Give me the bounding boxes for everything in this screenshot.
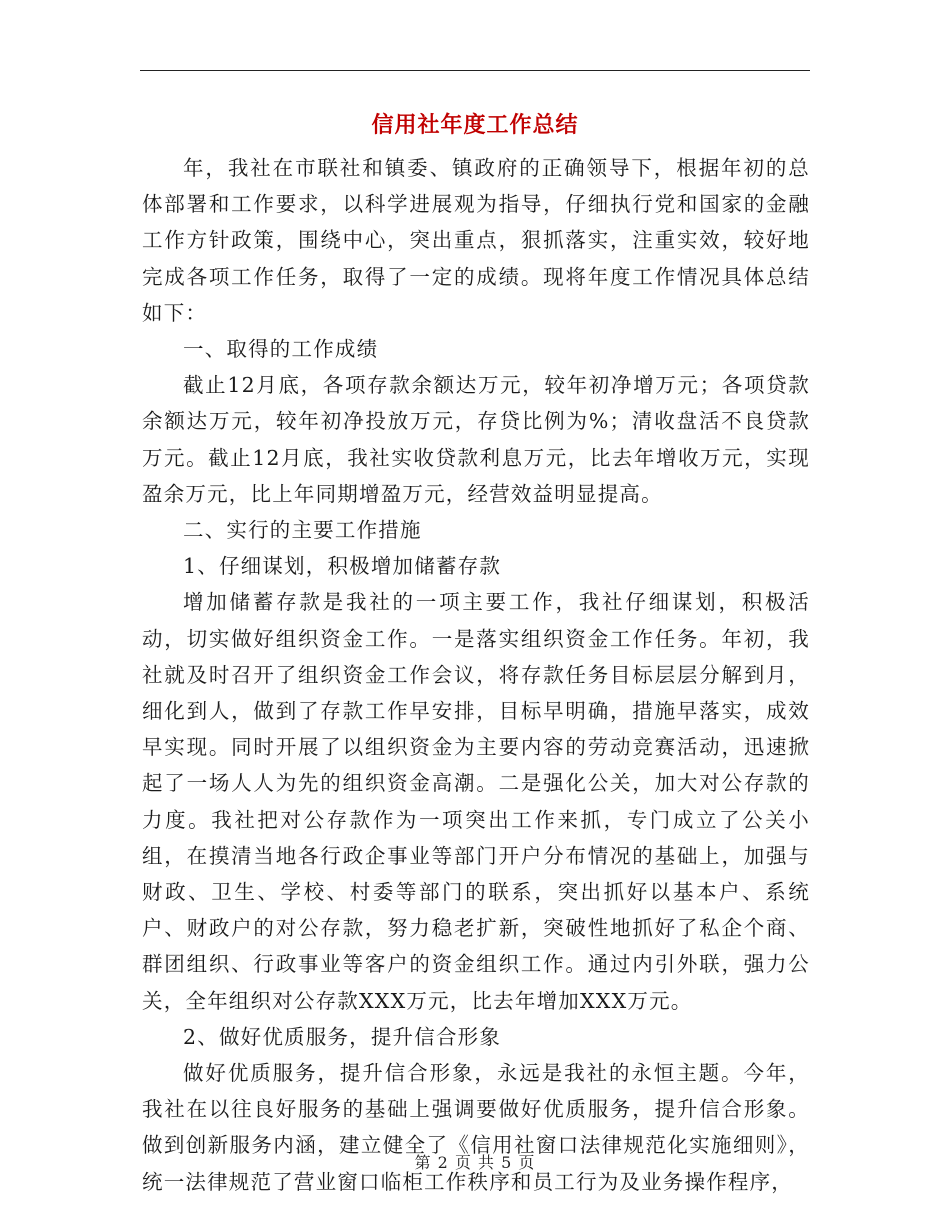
page-number-footer: 第 2 页 共 5 页: [414, 1153, 536, 1172]
paragraph-service: 做好优质服务，提升信合形象，永远是我社的永恒主题。今年，我社在以往良好服务的基础上强调要做好优质服务，提升信合形象。做到创新服务内涵，建立健全了《信用社窗口法律规范化实施细则》，统一法律规范了营业窗口临柜工作秩序和员工行为及业务操作程序，: [142, 1061, 810, 1194]
paragraph-deposits: 增加储蓄存款是我社的一项主要工作，我社仔细谋划，积极活动，切实做好组织资金工作。一是落实组织资金工作任务。年初，我社就及时召开了组织资金工作会议，将存款任务目标层层分解到月，细化到人，做到了存款工作早安排，目标早明确，措施早落实，成效早实现。同时开展了以组织资金为主要内容的劳动竞赛活动，迅速掀起了一场人人为先的组织资金高潮。二是强化公关，加大对公存款的力度。我社把对公存款作为一项突出工作来抓，专门成立了公关小组，在摸清当地各行政企事业等部门开户分布情况的基础上，加强与财政、卫生、学校、村委等部门的联系，突出抓好以基本户、系统户、财政户的对公存款，努力稳老扩新，突破性地抓好了私企个商、群团组织、行政事业等客户的资金组织工作。通过内引外联，强力公关，全年组织对公存款XXX万元，比去年增加XXX万元。: [142, 590, 810, 1013]
subheading-service: 2、做好优质服务，提升信合形象: [183, 1024, 502, 1049]
heading-achievements: 一、取得的工作成绩: [183, 337, 379, 362]
paragraph-intro: 年，我社在市联社和镇委、镇政府的正确领导下，根据年初的总体部署和工作要求，以科学进展观为指导，仔细执行党和国家的金融工作方针政策，围绕中心，突出重点，狠抓落实，注重实效，较好地完成各项工作任务，取得了一定的成绩。现将年度工作情况具体总结如下：: [142, 156, 810, 325]
heading-measures: 二、实行的主要工作措施: [183, 518, 422, 543]
header-rule: [140, 70, 810, 71]
subheading-deposits: 1、仔细谋划，积极增加储蓄存款: [183, 554, 502, 579]
paragraph-achievements: 截止12月底，各项存款余额达万元，较年初净增万元；各项贷款余额达万元，较年初净投放万元，存贷比例为%；清收盘活不良贷款万元。截止12月底，我社实收贷款利息万元，比去年增收万元，实现盈余万元，比上年同期增盈万元，经营效益明显提高。: [142, 373, 810, 506]
document-title: 信用社年度工作总结: [371, 112, 579, 138]
document-body: [142, 150, 810, 1200]
